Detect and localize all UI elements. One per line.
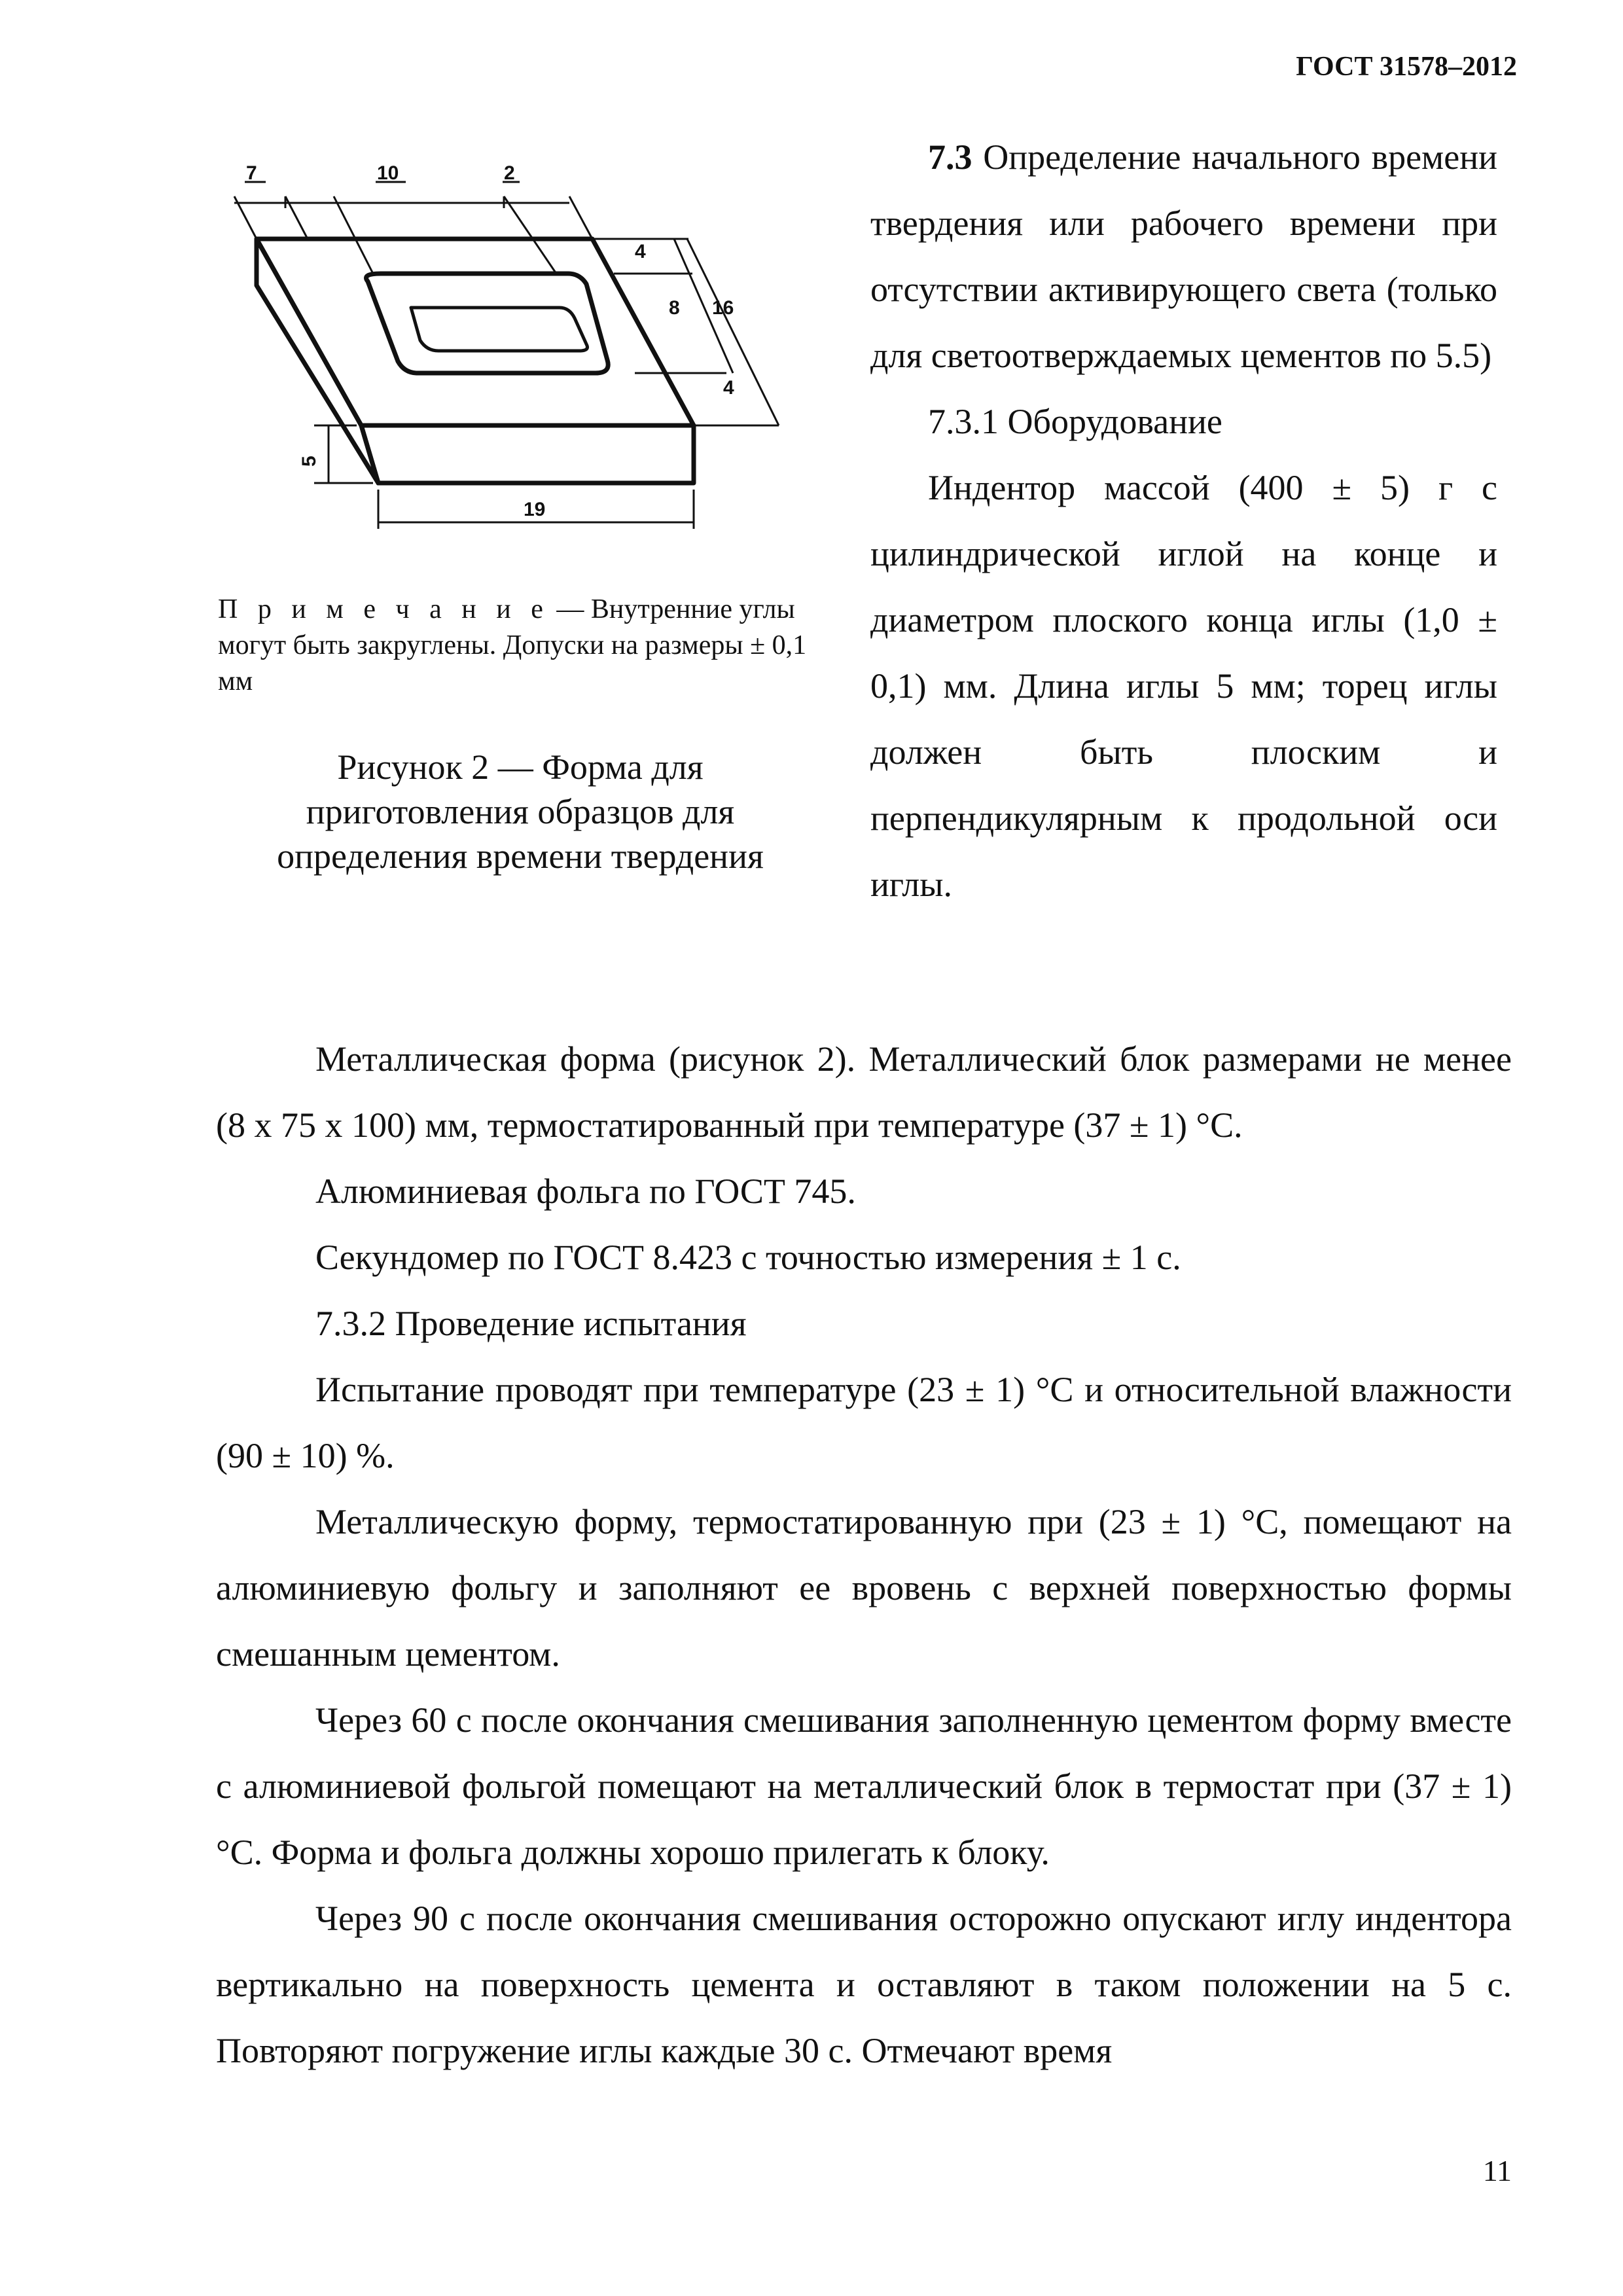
dim-10: 10 (377, 162, 399, 184)
section-heading (870, 124, 1497, 389)
page-number: 11 (1482, 2154, 1512, 2187)
paragraph-conditions: Испытание проводят при температуре (23 ± 1) °С и относительной влажности (90 ± 10) %. (216, 1370, 1512, 1475)
mold-cavity-inner (411, 308, 588, 351)
paragraph-thermostat: Через 60 с после окончания смешивания заполненную цементом форму вместе с алюминиевой фольгой помещают на металлический блок в термостат при (37 ± 1) °С. Форма и фольга должны хорошо прилегать к блоку. (216, 1700, 1512, 1872)
dim-8: 8 (669, 297, 680, 319)
mold-drawing (216, 143, 818, 562)
paragraph-metal-form: Металлическая форма (рисунок 2). Металлический блок размерами не менее (8 х 75 х 100) мм, термостатированный при температуре (37 ± 1) °С. (216, 1039, 1512, 1145)
mold-cavity (366, 274, 609, 373)
dim-7: 7 (246, 162, 257, 184)
figure-caption: Рисунок 2 — Форма для приготовления образцов для определения времени твердения (277, 747, 764, 876)
note-label: П р и м е ч а н и е (218, 594, 550, 624)
document-header: ГОСТ 31578–2012 (1296, 52, 1517, 82)
equipment-heading: 7.3.1 Оборудование (928, 402, 1222, 441)
mold-side-face (257, 239, 378, 483)
figure-note (218, 592, 807, 700)
mold-front-face (361, 425, 694, 483)
paragraph-foil: Алюминиевая фольга по ГОСТ 745. (315, 1172, 856, 1211)
right-column (870, 124, 1497, 918)
subsection-heading: 7.3.2 Проведение испытания (315, 1304, 747, 1343)
dim-19: 19 (524, 499, 546, 520)
paragraph-indentor: Через 90 с после окончания смешивания осторожно опускают иглу индентора вертикально на поверхность цемента и оставляют в таком положении на 5 с. Повторяют погружение иглы каждые 30 с. Отмечают время (216, 1899, 1512, 2070)
section-title: Определение начального времени твердения или рабочего времени при отсутствии активирующего света (только для светоотверждаемых цементов по 5.5) (870, 137, 1497, 375)
indentor-paragraph: Индентор массой (400 ± 5) г с цилиндрической иглой на конце и диаметром плоского конца иглы (1,0 ± 0,1) мм. Длина иглы 5 мм; торец иглы должен быть плоским и перпендикулярным к продольной оси иглы. (870, 468, 1497, 904)
mold-top-face (257, 239, 694, 425)
dim-2: 2 (504, 162, 515, 184)
paragraph-stopwatch: Секундомер по ГОСТ 8.423 с точностью измерения ± 1 с. (315, 1238, 1181, 1277)
note-text: — Внутренние углы могут быть закруглены. Допуски на размеры ± 0,1 мм (218, 594, 807, 696)
dim-5: 5 (298, 456, 320, 467)
paragraph-filling: Металлическую форму, термостатированную при (23 ± 1) °С, помещают на алюминиевую фольгу и заполняют ее вровень с верхней поверхностью формы смешанным цементом. (216, 1502, 1512, 1674)
main-text (216, 1026, 1512, 2084)
dim-4-top: 4 (635, 241, 646, 262)
dim-4-bottom: 4 (723, 377, 734, 399)
section-number: 7.3 (928, 137, 972, 177)
dim-16: 16 (712, 297, 734, 319)
